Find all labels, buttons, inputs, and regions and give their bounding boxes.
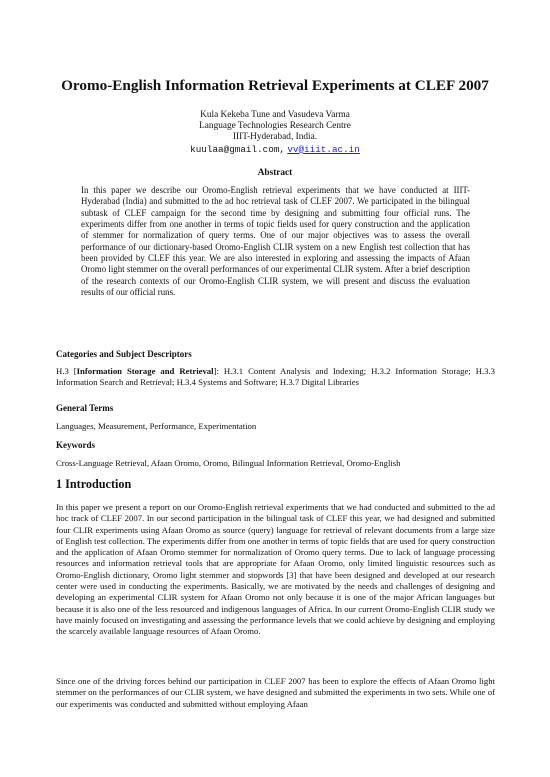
author-affiliation: Language Technologies Research Centre	[199, 121, 351, 132]
keywords-text: Cross-Language Retrieval, Afaan Oromo, Oromo, Bilingual Information Retrieval, Oromo-English	[56, 458, 401, 468]
categories-prefix: H.3 [	[56, 366, 77, 376]
general-terms-text: Languages, Measurement, Performance, Experimentation	[56, 421, 257, 431]
general-terms-heading: General Terms	[56, 403, 114, 413]
categories-heading: Categories and Subject Descriptors	[56, 349, 192, 359]
categories-bold: Information Storage and Retrieval	[76, 366, 214, 376]
author-emails	[0, 144, 550, 156]
author-email-2-link[interactable]: vv@iiit.ac.in	[287, 143, 360, 155]
section-heading-introduction: 1 Introduction	[56, 477, 132, 491]
categories-suffix: ]: H.3.1 Content Analysis and Indexing; H.3.2 Information Storage; H.3.3 Information Search and Retrieval; H.3.4 Systems and Software; H.3.7 Digital Libraries	[56, 366, 496, 388]
paper-title: Oromo-English Information Retrieval Experiments at CLEF 2007	[61, 77, 489, 94]
abstract-text: In this paper we describe our Oromo-English retrieval experiments that we have conducted at IIIT-Hyderabad (India) and submitted to the ad hoc retrieval task of CLEF 2007. We participated in the bilingual subtask of CLEF campaign for the second time by designing and submitting four official runs. The experiments differ from one another in terms of topic fields used for query construction and the application of stemmer for normalization of query terms. One of our major objectives was to assess the overall performance of our dictionary-based Oromo-English CLIR system on a new English test collection that has been provided by CLEF this year. We are also interested in exploring and assessing the impacts of Afaan Oromo light stemmer on the overall performances of our experimental CLIR system. After a brief description of the research contexts of our Oromo-English CLIR system, we will present and discuss the evaluation results of our official runs.	[81, 185, 470, 298]
categories-text	[56, 366, 495, 389]
author-block	[0, 110, 550, 156]
author-institution: IIIT-Hyderabad, India.	[232, 132, 318, 143]
author-names: Kula Kekeba Tune and Vasudeva Varma	[200, 110, 350, 120]
author-email-1: kuulaa@gmail.com,	[190, 143, 285, 155]
keywords-heading: Keywords	[56, 440, 95, 450]
introduction-paragraph-1: In this paper we present a report on our Oromo-English retrieval experiments that we had conducted and submitted to the ad hoc track of CLEF 2007. In our second participation in the bilingual task of CLEF this year, we had designed and submitted four CLIR experiments using Afaan Oromo as source (query) language for retrieval of relevant documents from a large size of English test collection. The experiments differ from one another in terms of topic fields that are used for query construction and the application of Afaan Oromo stemmer for normalization of Oromo query terms. Due to lack of language processing resources and information retrieval tools that are appropriate for Afaan Oromo, only limited linguistic resources such as Oromo-English dictionary, Oromo light stemmer and stopwords [3] that have been designed and developed at our research center were used in conducting the experiments. Basically, we are motivated by the needs and challenges of designing and developing an experimental CLIR system for Afaan Oromo not only because it is one of the major African languages but because it is also one of the less resourced and indigenous languages of Africa. In our current Oromo-English CLIR study we have mainly focused on investigating and assessing the performance levels that we could achieve by designing and employing the scarcely available language resources of Afaan Oromo.	[56, 502, 495, 637]
abstract-heading: Abstract	[257, 168, 293, 178]
introduction-paragraph-2: Since one of the driving forces behind our participation in CLEF 2007 has been to explore the effects of Afaan Oromo light stemmer on the performances of our CLIR system, we have designed and submitted the experiments in two sets. While one of our experiments was conducted and submitted without employing Afaan	[56, 676, 495, 709]
